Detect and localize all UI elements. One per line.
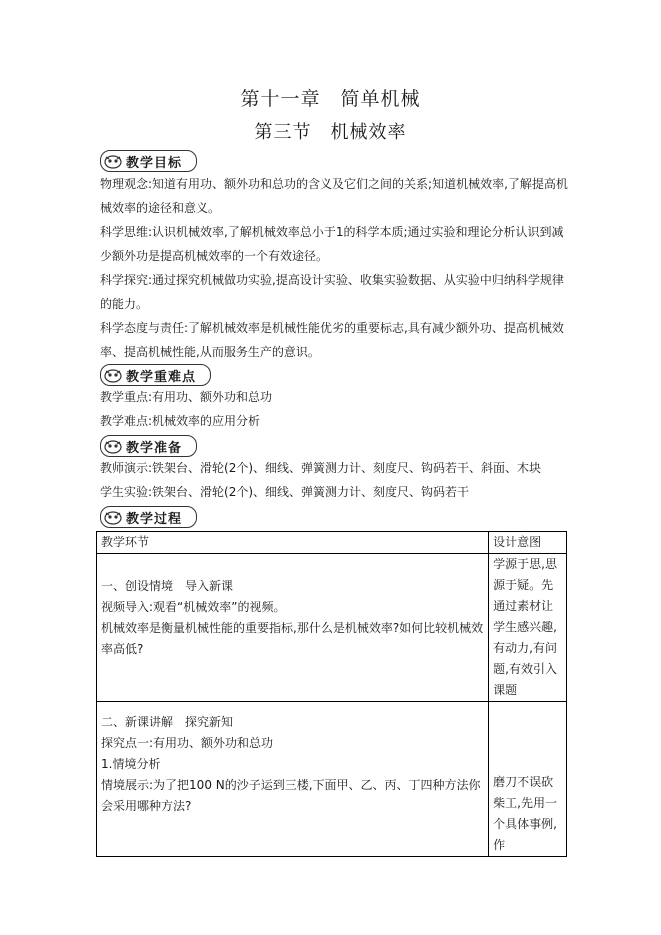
objectives-heading-label: 教学目标 [126, 155, 183, 171]
step-cell [97, 554, 489, 702]
preparation-item: 学生实验:铁架台、滑轮(2个)、细线、弹簧测力计、刻度尺、钩码若干 [100, 485, 470, 499]
step-line: 机械效率是衡量机械性能的重要指标,那什么是机械效率?如何比较机械效率高低? [101, 621, 484, 656]
key-points-heading-label: 教学重难点 [126, 369, 197, 385]
book-owl-icon [103, 438, 123, 454]
design-cell: 磨刀不误砍柴工,先用一个具体事例,作 [489, 702, 567, 857]
objective-item: 物理观念:知道有用功、额外功和总功的含义及它们之间的关系;知道机械效率,了解提高机械效率的途径和意义。 [100, 177, 568, 215]
step-title: 一、创设情境 导入新课 [101, 579, 234, 593]
step-line: 情境展示:为了把100 N的沙子运到三楼,下面甲、乙、丙、丁四种方法你会采用哪种方法? [101, 778, 481, 813]
section-title: 第三节 机械效率 [254, 122, 407, 143]
objectives-list [100, 172, 570, 364]
process-heading-label: 教学过程 [126, 511, 183, 527]
objectives-heading [100, 150, 197, 172]
key-points-heading [100, 364, 211, 386]
table-header-row [97, 532, 567, 554]
process-heading [100, 506, 197, 528]
key-points-list [100, 385, 570, 433]
objective-item: 科学探究:通过探究机械做功实验,提高设计实验、收集实验数据、从实验中归纳科学规律的能力。 [100, 273, 564, 311]
header-step: 教学环节 [97, 532, 489, 554]
step-title: 二、新课讲解 探究新知 [101, 715, 234, 729]
objective-item: 科学态度与责任:了解机械效率是机械性能优劣的重要标志,具有减少额外功、提高机械效率、提高机械性能,从而服务生产的意识。 [100, 321, 564, 359]
step-cell [97, 702, 489, 857]
key-point-item: 教学难点:机械效率的应用分析 [100, 414, 261, 428]
book-owl-icon [103, 153, 123, 169]
table-row [97, 702, 567, 857]
chapter-title: 第十一章 简单机械 [240, 88, 421, 110]
design-cell: 学源于思,思源于疑。先通过素材让学生感兴趣,有动力,有问题,有效引入课题 [489, 554, 567, 702]
table-row [97, 554, 567, 702]
step-line: 视频导入:观看“机械效率”的视频。 [101, 600, 286, 614]
header-design: 设计意图 [489, 532, 567, 554]
preparation-item: 教师演示:铁架台、滑轮(2个)、细线、弹簧测力计、刻度尺、钩码若干、斜面、木块 [100, 461, 542, 475]
objective-item: 科学思维:认识机械效率,了解机械效率总小于1的科学本质;通过实验和理论分析认识到减少额外功是提高机械效率的一个有效途径。 [100, 225, 564, 263]
preparation-heading-label: 教学准备 [126, 440, 183, 456]
lesson-process-table [96, 531, 567, 857]
step-line: 1.情境分析 [101, 757, 161, 771]
key-point-item: 教学重点:有用功、额外功和总功 [100, 390, 273, 404]
book-owl-icon [103, 509, 123, 525]
preparation-list [100, 456, 570, 504]
preparation-heading [100, 435, 197, 457]
book-owl-icon [103, 367, 123, 383]
step-line: 探究点一:有用功、额外功和总功 [101, 736, 274, 750]
